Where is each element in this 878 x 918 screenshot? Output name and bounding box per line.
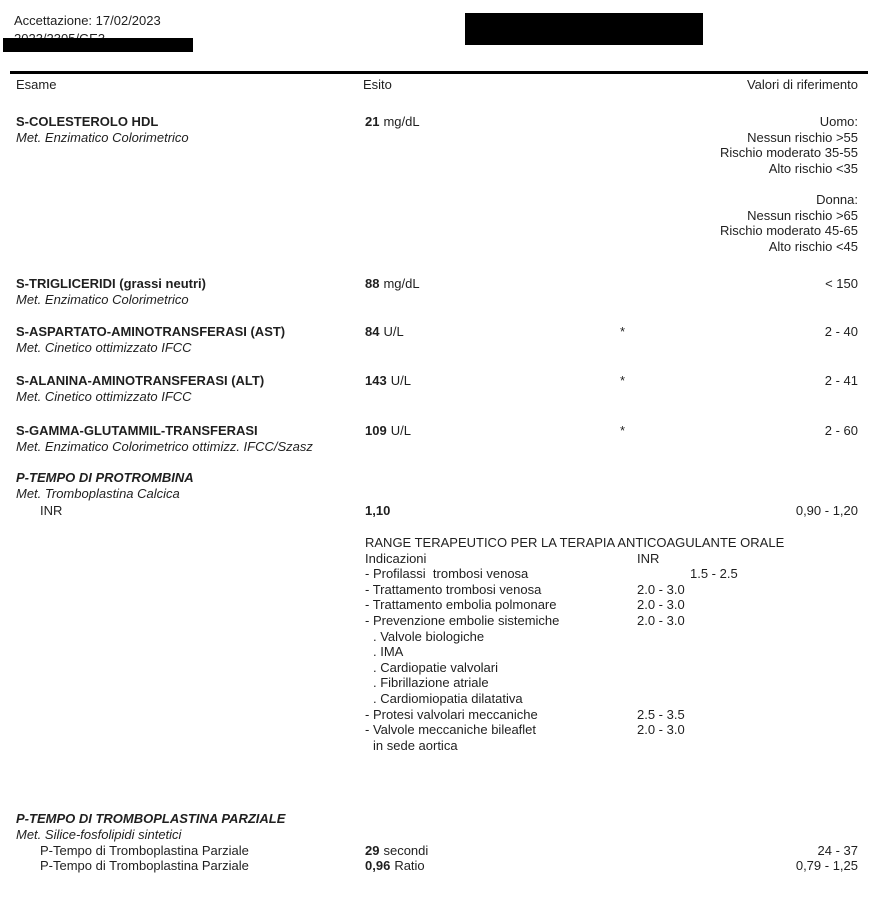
test-name: S-ASPARTATO-AMINOTRANSFERASI (AST) (16, 324, 286, 339)
reference-line-blank (720, 176, 858, 192)
test-method: Met. Enzimatico Colorimetrico (16, 291, 189, 307)
result-value: 84 (365, 324, 380, 339)
test-method: Met. Enzimatico Colorimetrico ottimizz. IFCC/Szasz (16, 438, 313, 454)
reference-line: Donna: (816, 191, 858, 207)
reference-line: Alto rischio <35 (768, 160, 858, 176)
range-item (365, 566, 831, 582)
therapeutic-range-block (365, 535, 831, 753)
range-label: . IMA (373, 644, 404, 660)
range-label: . Cardiopatie valvolari (373, 659, 499, 675)
header-rule (10, 71, 868, 74)
test-result (365, 373, 411, 389)
range-label: . Fibrillazione atriale (373, 675, 489, 691)
range-value: 1.5 - 2.5 (690, 566, 738, 582)
test-name: S-COLESTEROLO HDL (16, 114, 159, 129)
acceptance-date: Accettazione: 17/02/2023 (14, 13, 161, 28)
range-value: 2.0 - 3.0 (637, 581, 685, 597)
result-value: 1,10 (365, 503, 391, 518)
subtest-result (365, 503, 390, 519)
range-item (365, 551, 831, 567)
reference-range-block (720, 114, 858, 254)
test-name: S-GAMMA-GLUTAMMIL-TRANSFERASI (16, 423, 258, 438)
range-value: 2.0 - 3.0 (637, 722, 685, 738)
reference-line: Uomo: (819, 114, 858, 129)
reference-line: Rischio moderato 45-65 (719, 223, 858, 239)
test-row-ggt (16, 423, 858, 454)
reference-range: 2 - 60 (824, 423, 858, 438)
result-value: 88 (365, 276, 380, 291)
test-name-block (16, 276, 858, 307)
range-label: - Profilassi trombosi venosa (365, 566, 529, 582)
test-row-alt (16, 373, 858, 404)
subtest-label: INR (40, 503, 63, 518)
test-name-block (16, 324, 858, 355)
range-subitem (365, 691, 831, 707)
reference-range: 2 - 41 (824, 373, 858, 388)
range-label: . Valvole biologiche (373, 628, 485, 644)
test-result (365, 114, 420, 130)
reference-range: 2 - 40 (824, 324, 858, 339)
test-row-colesterolo-hdl (16, 114, 858, 254)
result-value: 29 (365, 843, 380, 858)
range-value: 2.5 - 3.5 (637, 706, 685, 722)
result-unit: U/L (390, 423, 411, 438)
range-item (365, 613, 831, 629)
range-label: in sede aortica (373, 737, 458, 753)
range-label: - Protesi valvolari meccaniche (365, 706, 538, 722)
result-value: 109 (365, 423, 387, 438)
result-unit: secondi (383, 843, 429, 858)
test-method: Met. Cinetico ottimizzato IFCC (16, 388, 192, 404)
test-name: S-TRIGLICERIDI (grassi neutri) (16, 276, 206, 291)
column-header-valori: Valori di riferimento (746, 77, 858, 92)
test-name: S-ALANINA-AMINOTRANSFERASI (ALT) (16, 373, 265, 388)
abnormal-flag: * (620, 423, 626, 438)
test-result (365, 423, 411, 439)
result-value: 21 (365, 114, 380, 129)
test-row-trigliceridi (16, 276, 858, 307)
reference-line: Nessun rischio >55 (747, 129, 858, 145)
section-method: Met. Tromboplastina Calcica (16, 485, 180, 501)
column-header-esito: Esito (363, 77, 392, 92)
subtest-result (365, 858, 425, 874)
range-item (365, 582, 831, 598)
result-unit: U/L (383, 324, 404, 339)
abnormal-flag: * (620, 373, 626, 388)
column-header-esame: Esame (16, 77, 57, 92)
result-unit: mg/dL (383, 114, 420, 129)
section-title: P-TEMPO DI PROTROMBINA (16, 470, 194, 485)
result-unit: U/L (390, 373, 411, 388)
test-method: Met. Cinetico ottimizzato IFCC (16, 339, 192, 355)
section-tromboplastina-header (16, 811, 858, 842)
test-name-block (16, 423, 858, 454)
range-label: Indicazioni (365, 550, 427, 566)
therapeutic-range-title: RANGE TERAPEUTICO PER LA TERAPIA ANTICOAGULANTE ORALE (365, 535, 785, 550)
range-label: - Trattamento trombosi venosa (365, 581, 542, 597)
range-label: - Prevenzione embolie sistemiche (365, 612, 560, 628)
range-subitem (365, 660, 831, 676)
reference-line: Rischio moderato 35-55 (719, 145, 858, 161)
subtest-row-ptt-secondi (16, 843, 858, 859)
range-item (365, 722, 831, 738)
reference-line: Nessun rischio >65 (747, 207, 858, 223)
section-title: P-TEMPO DI TROMBOPLASTINA PARZIALE (16, 811, 286, 826)
range-item (365, 707, 831, 723)
range-subitem (365, 738, 831, 754)
range-value: INR (637, 550, 660, 566)
subtest-row-inr (16, 503, 858, 519)
result-value: 0,96 (365, 858, 391, 873)
range-label: - Valvole meccaniche bileaflet (365, 722, 537, 738)
range-item (365, 597, 831, 613)
test-row-ast (16, 324, 858, 355)
result-value: 143 (365, 373, 387, 388)
test-result (365, 324, 404, 340)
reference-range: 0,90 - 1,20 (795, 503, 858, 518)
range-label: . Cardiomiopatia dilatativa (373, 690, 523, 706)
range-subitem (365, 629, 831, 645)
range-subitem (365, 644, 831, 660)
subtest-result (365, 843, 428, 859)
result-unit: mg/dL (383, 276, 420, 291)
section-protrombina-header (16, 470, 858, 501)
result-unit: Ratio (394, 858, 425, 873)
reference-range: 24 - 37 (817, 843, 858, 858)
subtest-row-ptt-ratio (16, 858, 858, 874)
test-result (365, 276, 420, 292)
reference-range: < 150 (825, 276, 858, 291)
section-method: Met. Silice-fosfolipidi sintetici (16, 826, 182, 842)
range-subitem (365, 675, 831, 691)
subtest-label: P-Tempo di Tromboplastina Parziale (40, 843, 249, 858)
redaction-bar-patient (465, 13, 703, 45)
subtest-label: P-Tempo di Tromboplastina Parziale (40, 858, 249, 873)
range-value: 2.0 - 3.0 (637, 597, 685, 613)
reference-line: Alto rischio <45 (768, 238, 858, 254)
range-label: - Trattamento embolia polmonare (365, 597, 557, 613)
test-name-block (16, 373, 858, 404)
redaction-bar-left (3, 38, 193, 52)
reference-range: 0,79 - 1,25 (795, 858, 858, 873)
range-value: 2.0 - 3.0 (637, 612, 685, 628)
test-method: Met. Enzimatico Colorimetrico (16, 129, 189, 145)
abnormal-flag: * (620, 324, 626, 339)
